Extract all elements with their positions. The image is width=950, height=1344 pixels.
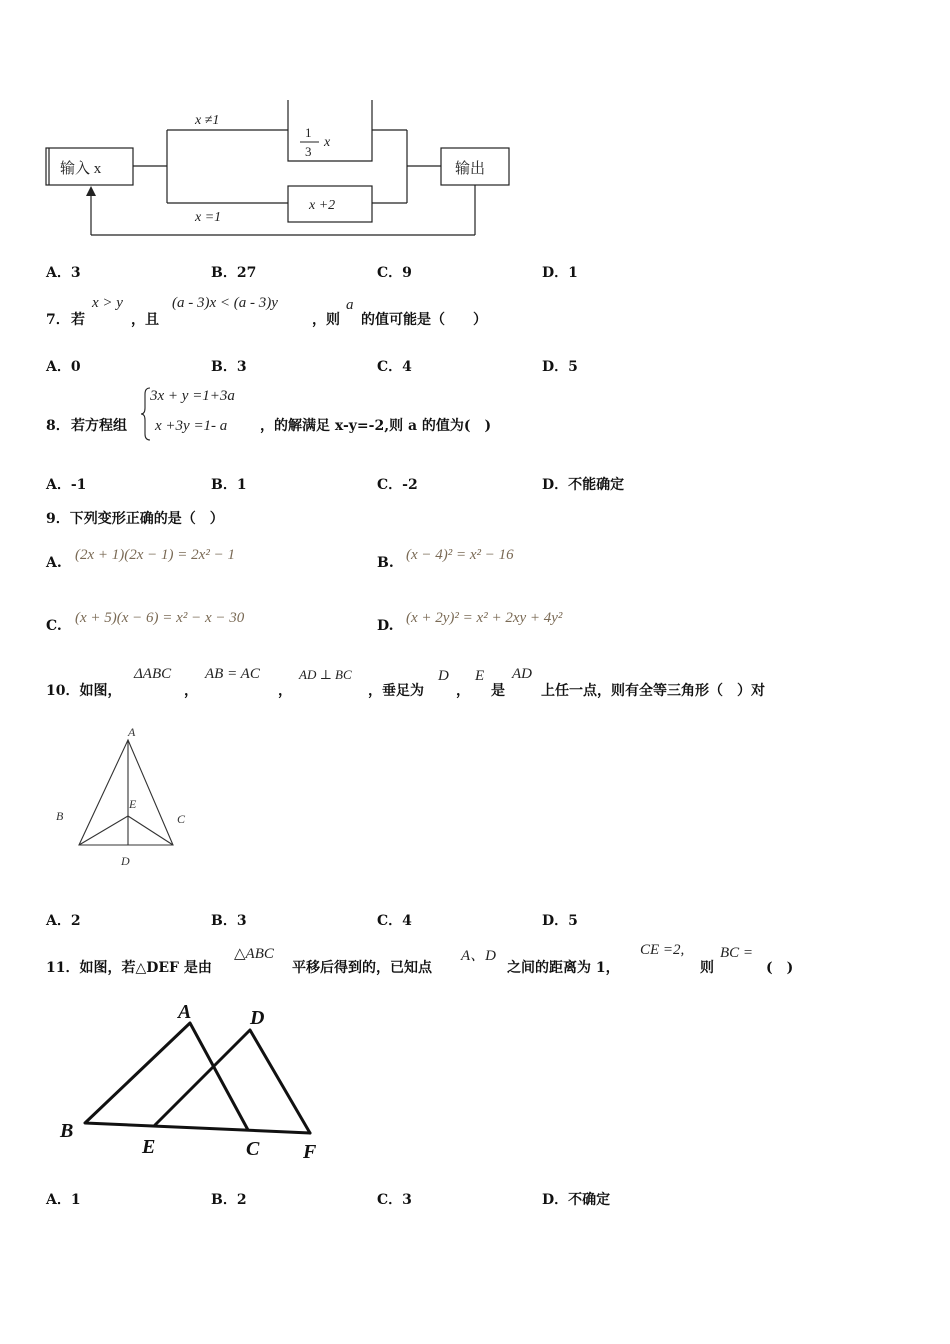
q7-math-2: (a - 3)x < (a - 3)y xyxy=(172,295,278,311)
option-c[interactable]: C．4 xyxy=(377,913,412,929)
option-c[interactable]: C．4 xyxy=(377,359,412,375)
q7-text-1: 若 xyxy=(71,312,85,328)
option-d[interactable]: D．5 xyxy=(542,913,578,929)
option-b-formula: (x − 4)² = x² − 16 xyxy=(406,547,514,563)
input-box-label: 输入 x xyxy=(60,161,102,177)
q9-stem: 9．下列变形正确的是（ ） xyxy=(46,511,224,527)
option-b[interactable]: B．3 xyxy=(211,359,247,375)
option-d[interactable]: D．不确定 xyxy=(542,1192,611,1208)
option-d[interactable]: D．不能确定 xyxy=(542,477,625,493)
q10-math-4: D xyxy=(438,668,449,684)
q11-text-1: 平移后得到的，已知点 xyxy=(292,960,432,976)
option-c[interactable]: C．9 xyxy=(377,265,412,281)
q8-text-1: 若方程组 xyxy=(71,418,127,434)
bottom-box-expression: x +2 xyxy=(309,198,336,213)
option-d[interactable]: D．5 xyxy=(542,359,578,375)
label-a: A xyxy=(128,725,136,739)
q8-equation-1: 3x + y =1+3a xyxy=(150,388,235,404)
q11-number: 11．如图，若△DEF 是由 xyxy=(46,960,212,976)
q11-text-4: ( ) xyxy=(766,960,794,976)
q10-number: 10．如图， xyxy=(46,683,122,699)
q7-math-3: a xyxy=(346,297,354,313)
q10-math-3: AD ⊥ BC xyxy=(299,667,352,682)
option-a-label[interactable]: A. xyxy=(46,555,62,571)
option-a[interactable]: A．1 xyxy=(46,1192,81,1208)
fraction-denominator: 3 xyxy=(305,144,312,159)
label-c: C xyxy=(177,812,186,826)
option-b[interactable]: B．27 xyxy=(211,265,257,281)
q10-text-2: 是 xyxy=(491,683,505,699)
option-c-formula: (x + 5)(x − 6) = x² − x − 30 xyxy=(75,610,245,626)
q11-text-2: 之间的距离为 1， xyxy=(507,960,620,976)
option-d-formula: (x + 2y)² = x² + 2xy + 4y² xyxy=(406,610,563,626)
q7-text-4: 的值可能是（ ） xyxy=(361,312,487,328)
fraction-numerator: 1 xyxy=(305,125,312,140)
q11-math-3: CE =2, xyxy=(640,942,685,958)
q10-math-5: E xyxy=(475,668,485,684)
q11-math-4: BC = xyxy=(720,945,754,961)
q7-math-1: x > y xyxy=(92,295,123,311)
option-c[interactable]: C．-2 xyxy=(377,477,418,493)
option-a[interactable]: A．3 xyxy=(46,265,81,281)
q7-number: 7． xyxy=(46,312,70,328)
condition-bottom: x =1 xyxy=(195,210,222,225)
flowchart xyxy=(0,95,520,240)
output-box-label: 输出 xyxy=(455,161,486,177)
option-b-label[interactable]: B. xyxy=(377,555,394,571)
option-b[interactable]: B．2 xyxy=(211,1192,247,1208)
q10-text-1: ，垂足为 xyxy=(368,683,424,699)
option-a[interactable]: A．0 xyxy=(46,359,81,375)
option-b[interactable]: B．1 xyxy=(211,477,247,493)
q8-number: 8． xyxy=(46,418,70,434)
q11-translation-figure xyxy=(50,995,340,1165)
label-d: D xyxy=(121,854,130,868)
option-a-formula: (2x + 1)(2x − 1) = 2x² − 1 xyxy=(75,547,235,563)
label-b: B xyxy=(60,1120,74,1142)
q10-math-2: AB = AC xyxy=(205,666,260,682)
label-e: E xyxy=(142,1136,156,1158)
option-a[interactable]: A．2 xyxy=(46,913,81,929)
option-b[interactable]: B．3 xyxy=(211,913,247,929)
q10-sep-3: ， xyxy=(456,683,470,699)
label-b: B xyxy=(56,809,64,823)
condition-top: x ≠1 xyxy=(195,113,220,128)
q11-math-1: △ABC xyxy=(234,946,274,962)
q10-sep-1: ， xyxy=(184,683,198,699)
q10-math-1: ΔABC xyxy=(134,666,172,682)
fraction-variable: x xyxy=(324,135,331,150)
option-d-label[interactable]: D. xyxy=(377,618,394,634)
q10-text-3: 上任一点，则有全等三角形（ ）对 xyxy=(541,683,765,699)
q8-text-2: ，的解满足 x-y=-2,则 a 的值为( ) xyxy=(260,418,492,434)
label-c: C xyxy=(246,1138,260,1160)
q7-text-2: ，且 xyxy=(131,312,159,328)
label-f: F xyxy=(303,1141,317,1163)
option-a[interactable]: A．-1 xyxy=(46,477,87,493)
q10-triangle-figure xyxy=(46,722,206,872)
label-e: E xyxy=(129,797,137,811)
q10-math-6: AD xyxy=(512,666,532,682)
q11-text-3: 则 xyxy=(700,960,714,976)
label-a: A xyxy=(178,1001,192,1023)
option-d[interactable]: D．1 xyxy=(542,265,578,281)
q11-math-2: A、D xyxy=(461,948,496,964)
q7-text-3: ，则 xyxy=(312,312,340,328)
option-c-label[interactable]: C. xyxy=(46,618,62,634)
q8-equation-2: x +3y =1- a xyxy=(155,418,228,434)
label-d: D xyxy=(250,1007,265,1029)
q10-sep-2: ， xyxy=(278,683,292,699)
option-c[interactable]: C．3 xyxy=(377,1192,412,1208)
